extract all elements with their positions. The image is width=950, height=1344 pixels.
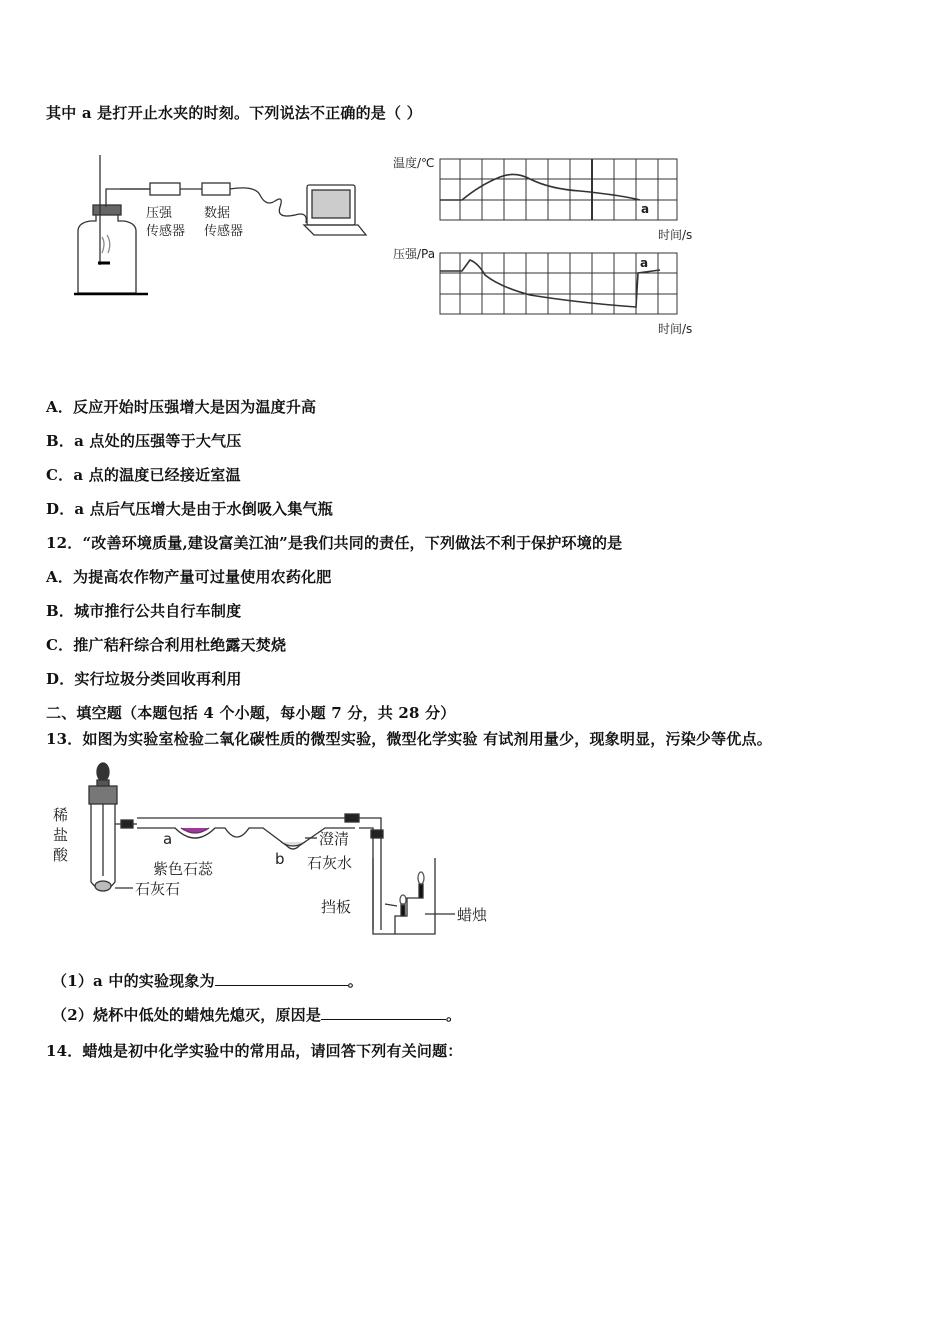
pressure-time-label: 时间/s [658,322,693,336]
q13-sub2-end: 。 [446,1006,462,1024]
point-a-label: a [163,830,173,848]
candle-label: 蜡烛 [457,906,488,924]
question-14-stem: 14．蜡烛是初中化学实验中的常用品，请回答下列有关问题： [46,1042,463,1060]
acid-label-1: 稀 [53,806,69,824]
temp-axis-label: 温度/℃ [393,156,435,170]
pressure-axis-label: 压强/Pa [393,247,436,261]
q13-sub2 [52,1004,461,1025]
litmus-label: 紫色石蕊 [153,860,214,878]
acid-label-3: 酸 [53,846,69,864]
limewater-label-1: 澄清 [319,830,350,848]
q13-sub2-text: （2）烧杯中低处的蜡烛先熄灭，原因是 [52,1006,322,1024]
sensor-label-data-2: 传感器 [204,224,244,239]
question-12-stem: 12．“改善环境质量,建设富美江油”是我们共同的责任，下列做法不利于保护环境的是 [46,534,623,552]
sensor-label-pressure-2: 传感器 [146,224,186,239]
sensor-label-data: 数据 [204,206,231,221]
q12-option-b: B．城市推行公共自行车制度 [46,602,242,620]
q11-option-b: B．a 点处的压强等于大气压 [46,432,242,450]
q13-sub2-blank[interactable] [321,1005,446,1020]
q13-sub1-blank[interactable] [215,971,348,986]
temp-point-a: a [641,202,650,216]
figure-co2-micro-experiment [45,758,505,940]
figure-sensor-experiment [60,145,720,345]
q13-sub1-end: 。 [347,972,363,990]
q12-option-a: A．为提高农作物产量可过量使用农药化肥 [46,568,332,586]
question-13-stem: 13．如图为实验室检验二氧化碳性质的微型实验，微型化学实验 有试剂用量少，现象明显，污染少等优点。 [46,730,772,748]
limestone-label: 石灰石 [135,880,181,898]
acid-label-2: 盐 [53,826,69,844]
sensor-label-pressure: 压强 [146,206,173,221]
baffle-label: 挡板 [321,898,352,916]
q12-option-c: C．推广秸秆综合利用杜绝露天焚烧 [46,636,287,654]
pressure-point-a: a [640,256,649,270]
point-b-label: b [275,850,285,868]
q12-option-d: D．实行垃圾分类回收再利用 [46,670,242,688]
q11-option-d: D．a 点后气压增大是由于水倒吸入集气瓶 [46,500,333,518]
temp-time-label: 时间/s [658,228,693,242]
q11-option-c: C．a 点的温度已经接近室温 [46,466,241,484]
section-heading: 二、填空题（本题包括 4 个小题，每小题 7 分，共 28 分） [46,704,456,722]
q11-option-a: A．反应开始时压强增大是因为温度升高 [46,398,317,416]
limewater-label-2: 石灰水 [307,854,353,872]
q13-sub1 [52,970,363,991]
question-11-stem: 其中 a 是打开止水夹的时刻。下列说法不正确的是（ ） [46,104,422,122]
q13-sub1-text: （1）a 中的实验现象为 [52,972,215,990]
